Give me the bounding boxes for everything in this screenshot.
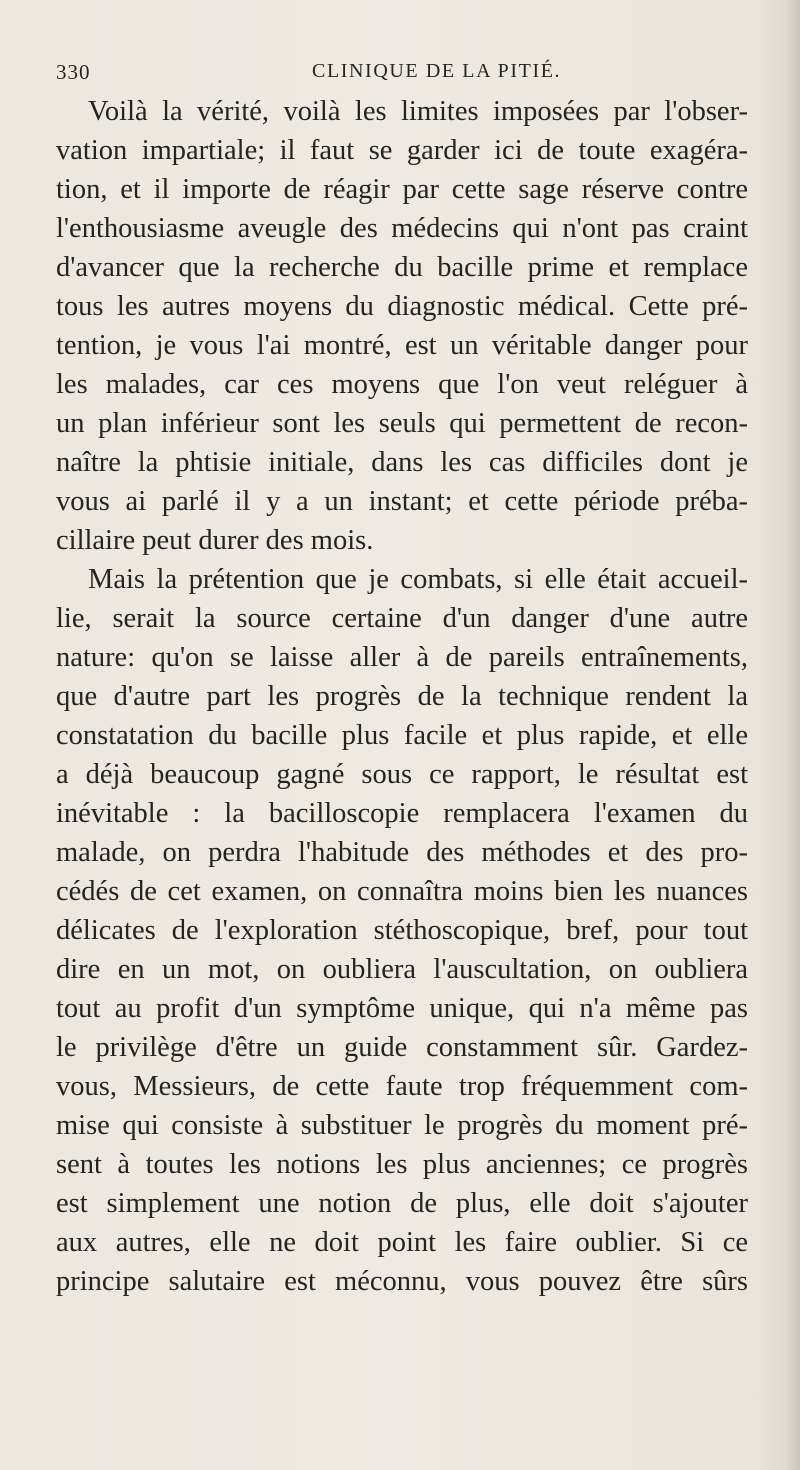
- text-line: sent à toutes les notions les plus anciennes; ce progrès: [56, 1149, 748, 1180]
- text-line: délicates de l'exploration stéthoscopique, bref, pour tout: [56, 915, 748, 946]
- text-line: lie, serait la source certaine d'un danger d'une autre: [56, 603, 748, 634]
- text-line: aux autres, elle ne doit point les faire oublier. Si ce: [56, 1227, 748, 1258]
- text-line: inévitable : la bacilloscopie remplacera l'examen du: [56, 798, 748, 829]
- text-line: malade, on perdra l'habitude des méthodes et des pro-: [56, 837, 748, 868]
- page-number: 330: [56, 60, 91, 84]
- text-line: mise qui consiste à substituer le progrès du moment pré-: [56, 1110, 748, 1141]
- running-head: CLINIQUE DE LA PITIÉ.: [312, 60, 562, 82]
- text-line: Mais la prétention que je combats, si elle était accueil-: [88, 564, 748, 595]
- page-header: [56, 60, 746, 94]
- text-line: vous, Messieurs, de cette faute trop fréquemment com-: [56, 1071, 748, 1102]
- text-line: d'avancer que la recherche du bacille prime et remplace: [56, 252, 748, 283]
- text-line: le privilège d'être un guide constamment sûr. Gardez-: [56, 1032, 748, 1063]
- text-line: a déjà beaucoup gagné sous ce rapport, le résultat est: [56, 759, 748, 790]
- text-line: principe salutaire est méconnu, vous pouvez être sûrs: [56, 1266, 748, 1297]
- text-line: dire en un mot, on oubliera l'auscultation, on oubliera: [56, 954, 748, 985]
- text-line: tous les autres moyens du diagnostic médical. Cette pré-: [56, 291, 748, 322]
- text-line: tion, et il importe de réagir par cette sage réserve contre: [56, 174, 748, 205]
- text-line: nature: qu'on se laisse aller à de pareils entraînements,: [56, 642, 748, 673]
- text-line: cédés de cet examen, on connaîtra moins bien les nuances: [56, 876, 748, 907]
- text-line: Voilà la vérité, voilà les limites imposées par l'obser-: [88, 96, 748, 127]
- text-line: l'enthousiasme aveugle des médecins qui n'ont pas craint: [56, 213, 748, 244]
- text-line: constatation du bacille plus facile et plus rapide, et elle: [56, 720, 748, 751]
- text-line: naître la phtisie initiale, dans les cas difficiles dont je: [56, 447, 748, 478]
- text-line: est simplement une notion de plus, elle doit s'ajouter: [56, 1188, 748, 1219]
- text-line: les malades, car ces moyens que l'on veut reléguer à: [56, 369, 748, 400]
- text-line: un plan inférieur sont les seuls qui permettent de recon-: [56, 408, 748, 439]
- text-line: vation impartiale; il faut se garder ici de toute exagéra-: [56, 135, 748, 166]
- text-line: cillaire peut durer des mois.: [56, 525, 374, 556]
- page-edge-shadow: [786, 0, 800, 1470]
- text-line: que d'autre part les progrès de la technique rendent la: [56, 681, 748, 712]
- text-line: vous ai parlé il y a un instant; et cette période préba-: [56, 486, 748, 517]
- body-text: [56, 92, 748, 1301]
- text-line: tout au profit d'un symptôme unique, qui n'a même pas: [56, 993, 748, 1024]
- text-line: tention, je vous l'ai montré, est un véritable danger pour: [56, 330, 748, 361]
